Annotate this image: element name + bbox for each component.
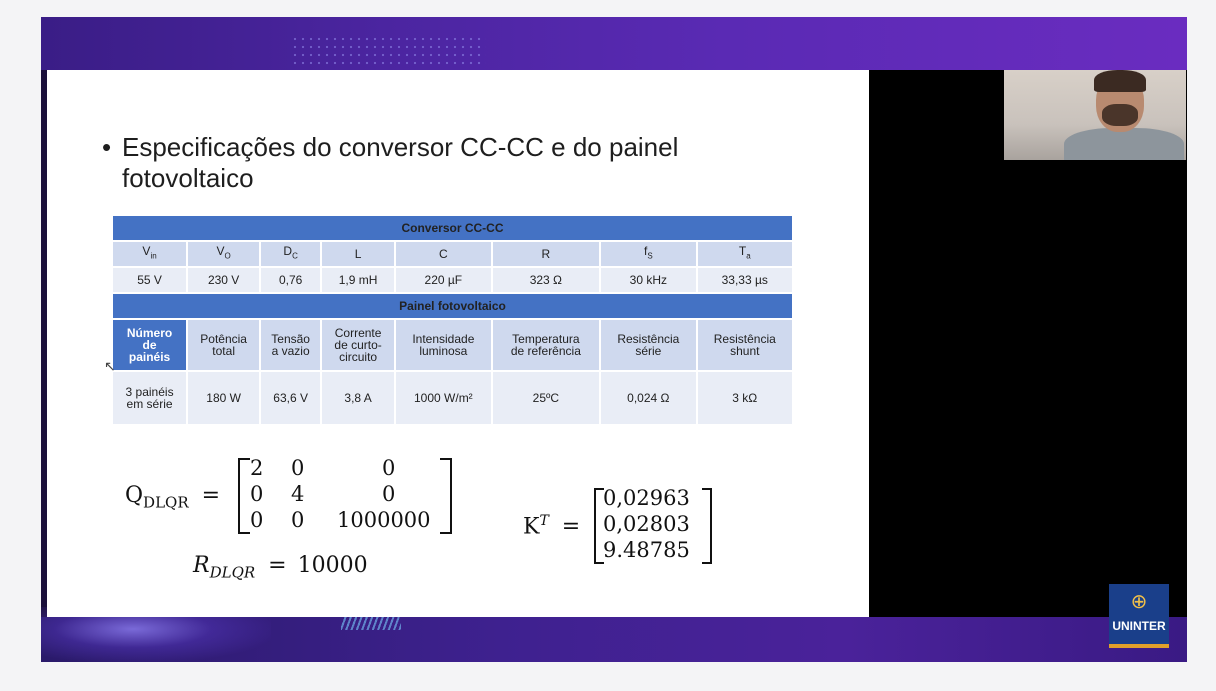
converter-title: Conversor CC-CC <box>113 216 792 240</box>
converter-value-row <box>113 268 792 292</box>
col-header: $T_a$ <box>698 242 792 266</box>
k-right-bracket <box>702 488 712 564</box>
slide <box>47 70 869 617</box>
col-header: Intensidade luminosa <box>396 320 490 370</box>
col-header: $f_S$ <box>601 242 695 266</box>
k-cell: 0,02963 <box>603 486 690 510</box>
presenter-webcam[interactable] <box>1004 70 1186 160</box>
mouse-cursor-icon: ↖ <box>104 358 116 374</box>
table-cell: 0,76 <box>261 268 320 292</box>
logo-text: UNINTER <box>1112 619 1166 633</box>
table-cell: 180 W <box>188 372 259 424</box>
table-cell: 230 V <box>188 268 259 292</box>
q-cell: 2 <box>250 456 264 480</box>
table-cell: 63,6 V <box>261 372 320 424</box>
q-cell: 0 <box>382 456 396 480</box>
q-cell: 0 <box>382 482 396 506</box>
col-header: Corrente de curto- circuito <box>322 320 394 370</box>
col-header: R <box>493 242 600 266</box>
table-cell: 220 µF <box>396 268 490 292</box>
table-cell: 55 V <box>113 268 186 292</box>
col-header: Potência total <box>188 320 259 370</box>
spec-table <box>111 214 794 426</box>
table-cell: 1,9 mH <box>322 268 394 292</box>
table-cell: 3,8 A <box>322 372 394 424</box>
slide-bullet <box>102 132 782 194</box>
uninter-logo <box>1109 584 1169 648</box>
presenter-beard <box>1102 104 1138 126</box>
q-cell: 1000000 <box>337 508 431 532</box>
col-header: Temperatura de referência <box>493 320 600 370</box>
col-header: L <box>322 242 394 266</box>
r-equation: $R_{DLQR} = 10000$ <box>193 553 368 582</box>
table-cell: 0,024 Ω <box>601 372 695 424</box>
dot-pattern <box>291 35 486 65</box>
col-header: Tensão a vazio <box>261 320 320 370</box>
bullet-text: Especificações do conversor CC-CC e do painel fotovoltaico <box>122 132 679 193</box>
q-label: $Q_{DLQR}$ = <box>125 483 221 512</box>
q-left-bracket <box>238 458 250 534</box>
q-cell: 0 <box>291 508 305 532</box>
col-header-selected: Número de painéis <box>113 320 186 370</box>
table-cell: 1000 W/m² <box>396 372 490 424</box>
k-cell: 0,02803 <box>603 512 690 536</box>
presenter-shirt <box>1064 128 1184 160</box>
q-cell: 0 <box>291 456 305 480</box>
col-header: Resistência série <box>601 320 695 370</box>
globe-icon: ⊕ <box>1130 591 1148 613</box>
presenter-hair <box>1094 70 1146 92</box>
panel-value-row <box>113 372 792 424</box>
table-cell: 33,33 µs <box>698 268 792 292</box>
q-cell: 0 <box>250 508 264 532</box>
bullet-dot-icon: • <box>102 132 112 162</box>
panel-title: Painel fotovoltaico <box>113 294 792 318</box>
q-right-bracket <box>440 458 452 534</box>
table-cell: 25ºC <box>493 372 600 424</box>
presentation-frame <box>41 17 1187 662</box>
table-cell: 3 painéis em série <box>113 372 186 424</box>
table-cell: 323 Ω <box>493 268 600 292</box>
col-header: $D_C$ <box>261 242 320 266</box>
converter-header-row <box>113 242 792 266</box>
k-label: $K^T$ = <box>523 513 581 540</box>
q-cell: 0 <box>250 482 264 506</box>
table-cell: 30 kHz <box>601 268 695 292</box>
q-cell: 4 <box>291 482 305 506</box>
col-header: Resistência shunt <box>698 320 792 370</box>
col-header: $V_O$ <box>188 242 259 266</box>
k-cell: 9.48785 <box>603 538 690 562</box>
table-cell: 3 kΩ <box>698 372 792 424</box>
top-band <box>41 17 1187 70</box>
col-header: $V_{in}$ <box>113 242 186 266</box>
col-header: C <box>396 242 490 266</box>
panel-header-row <box>113 320 792 370</box>
